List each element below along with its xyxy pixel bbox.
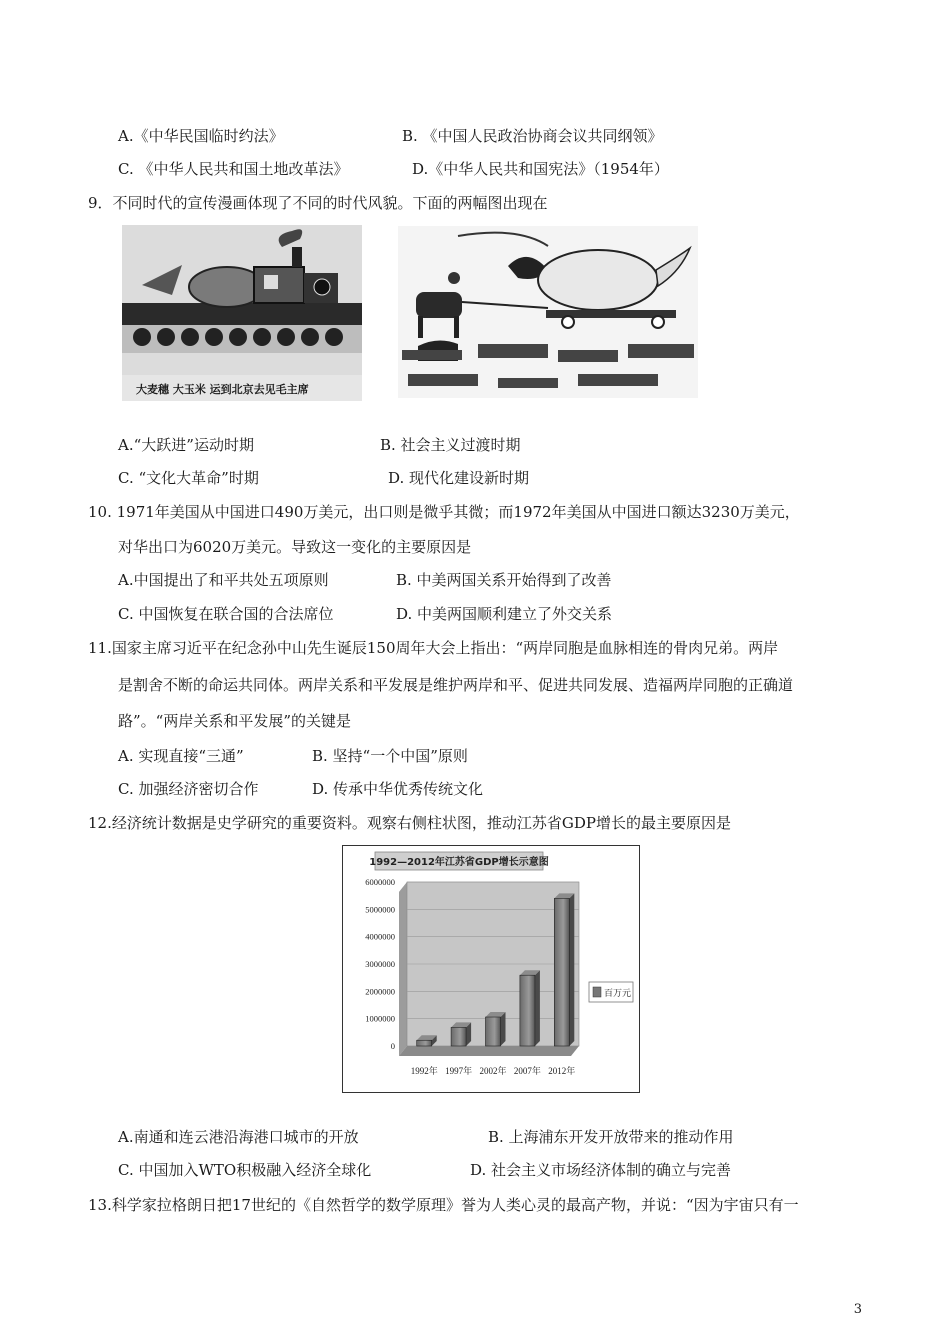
chart-legend-swatch (593, 987, 601, 997)
q10-stem-line1: 10. 1971年美国从中国进口490万美元，出口则是微乎其微；而1972年美国从中国进口额达3230万美元， (88, 503, 800, 521)
q10-option-b: B. 中美两国关系开始得到了改善 (396, 571, 612, 589)
q9-option-d: D. 现代化建设新时期 (388, 469, 530, 487)
gdp-bar-chart (342, 845, 640, 1093)
chart-ytick-label: 4000000 (365, 931, 395, 942)
q10-stem-line2: 对华出口为6020万美元。导致这一变化的主要原因是 (118, 538, 472, 556)
chart-bar (520, 975, 535, 1046)
q11-option-b: B. 坚持“一个中国”原则 (312, 747, 468, 765)
cartoon-caption: 大麦穗 大玉米 运到北京去见毛主席 (136, 383, 309, 396)
q9-option-b: B. 社会主义过渡时期 (380, 436, 521, 454)
q11-option-a: A. 实现直接“三通” (118, 747, 244, 765)
chart-xtick-label: 2007年 (513, 1066, 541, 1076)
chart-bar (486, 1017, 501, 1046)
q11-option-c: C. 加强经济密切合作 (118, 780, 259, 798)
q8-option-d: D.《中华人民共和国宪法》（1954年） (412, 160, 669, 178)
chart-ytick-label: 5000000 (365, 904, 395, 915)
q12-option-b: B. 上海浦东开发开放带来的推动作用 (488, 1128, 734, 1146)
cartoon-train-image (122, 225, 362, 401)
q12-stem: 12.经济统计数据是史学研究的重要资料。观察右侧柱状图，推动江苏省GDP增长的最主要原因是 (88, 814, 731, 832)
q8-option-a: A.《中华民国临时约法》 (118, 127, 284, 145)
chart-ytick-label: 3000000 (365, 959, 395, 969)
q11-option-d: D. 传承中华优秀传统文化 (312, 780, 484, 798)
chart-legend-label: 百万元 (604, 989, 632, 999)
chart-bar (417, 1040, 432, 1046)
chart-side-wall (399, 882, 407, 1056)
q10-option-d: D. 中美两国顺利建立了外交关系 (396, 605, 613, 623)
ox-cart-cartoon-illustration (398, 226, 698, 398)
q8-option-b: B. 《中国人民政治协商会议共同纲领》 (402, 127, 663, 145)
chart-ytick-label: 0 (390, 1041, 395, 1051)
chart-xtick-label: 1997年 (445, 1066, 473, 1076)
q9-option-a: A.“大跃进”运动时期 (118, 436, 254, 454)
q11-stem-line3: 路”。“两岸关系和平发展”的关键是 (118, 712, 352, 730)
q11-stem-line1: 11.国家主席习近平在纪念孙中山先生诞辰150周年大会上指出：“两岸同胞是血脉相连的骨肉兄弟。两岸 (88, 639, 779, 657)
page-number: 3 (853, 1302, 862, 1317)
chart-bar-side (501, 1012, 506, 1046)
q12-option-a: A.南通和连云港沿海港口城市的开放 (118, 1128, 359, 1146)
q8-option-c: C. 《中华人民共和国土地改革法》 (118, 160, 349, 178)
q9-option-c: C. “文化大革命”时期 (118, 469, 259, 487)
chart-ytick-label: 1000000 (365, 1013, 395, 1024)
chart-bar-side (569, 893, 574, 1046)
chart-title: 1992—2012年江苏省GDP增长示意图 (369, 857, 549, 868)
q10-option-a: A.中国提出了和平共处五项原则 (118, 571, 329, 589)
cartoon-cart-image (398, 226, 698, 398)
q9-stem: 9．不同时代的宣传漫画体现了不同的时代风貌。下面的两幅图出现在 (88, 194, 548, 212)
chart-ytick-label: 6000000 (365, 877, 395, 887)
q11-stem-line2: 是割舍不断的命运共同体。两岸关系和平发展是维护两岸和平、促进共同发展、造福两岸同胞的正确道 (118, 676, 794, 694)
q12-option-d: D. 社会主义市场经济体制的确立与完善 (470, 1161, 732, 1179)
chart-xtick-label: 2012年 (548, 1066, 576, 1076)
q10-option-c: C. 中国恢复在联合国的合法席位 (118, 605, 334, 623)
gdp-chart-svg (343, 846, 639, 1092)
q13-stem: 13.科学家拉格朗日把17世纪的《自然哲学的数学原理》誉为人类心灵的最高产物，并说：“因为宇宙只有一 (88, 1196, 799, 1214)
chart-ytick-label: 2000000 (365, 986, 395, 997)
chart-bar (451, 1027, 466, 1046)
chart-xtick-label: 1992年 (410, 1066, 438, 1076)
q12-option-c: C. 中国加入WTO积极融入经济全球化 (118, 1161, 372, 1179)
chart-floor (399, 1046, 579, 1056)
chart-xtick-label: 2002年 (479, 1066, 507, 1076)
chart-bar-side (535, 970, 540, 1046)
train-cartoon-illustration (122, 225, 362, 401)
chart-bar (554, 898, 569, 1046)
